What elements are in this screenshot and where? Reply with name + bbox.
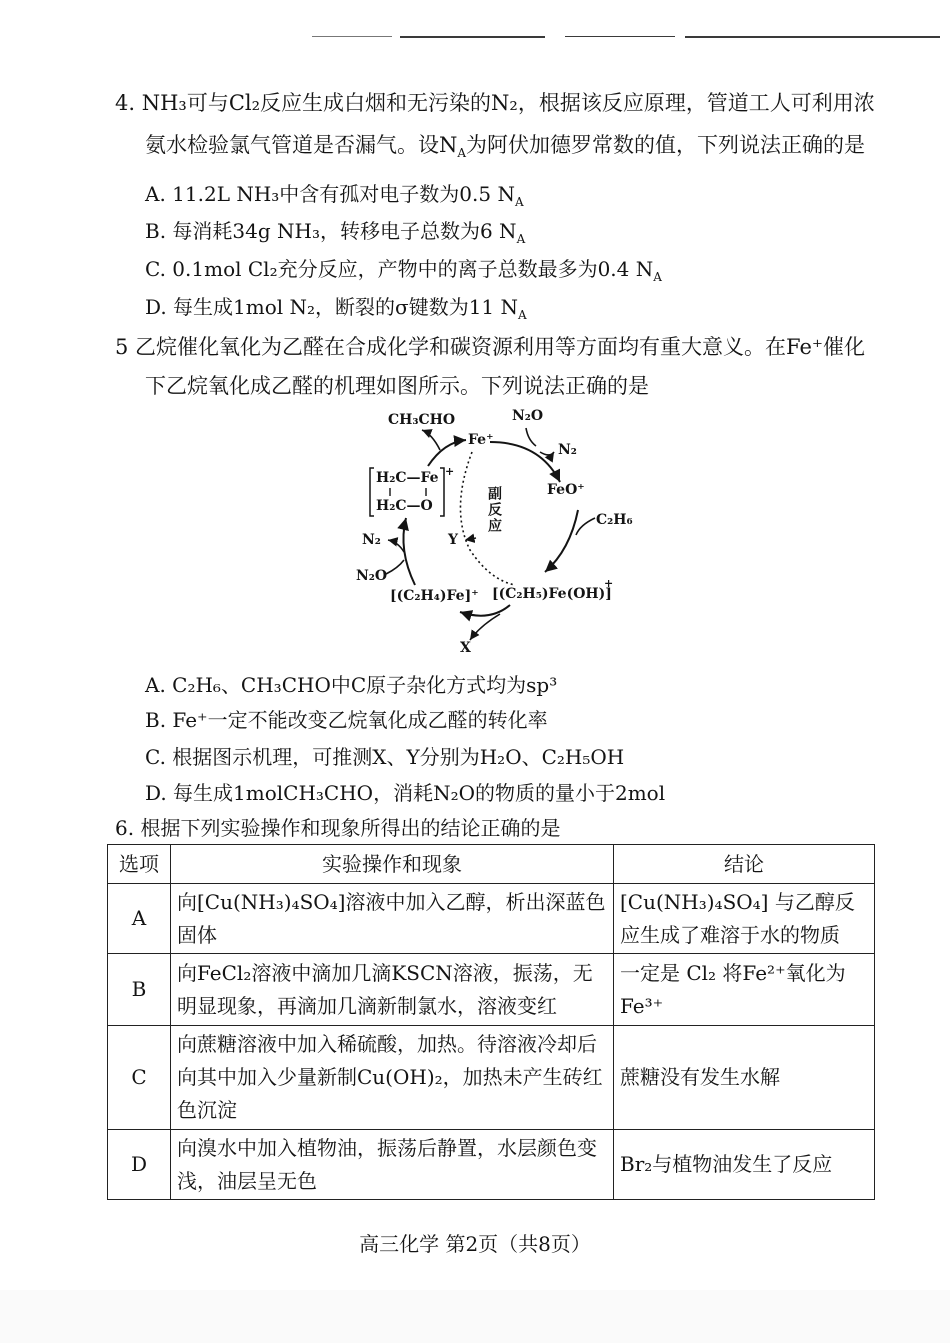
label-ring-line1: H₂C—Fe [376,470,439,486]
q4-stem-line2-text: 氨水检验氯气管道是否漏气。设N [145,133,458,157]
row-b-conclusion: 一定是 Cl₂ 将Fe²⁺氧化为Fe³⁺ [614,954,875,1026]
arrow-x-out [470,614,500,640]
table-row [108,1026,875,1130]
row-d-option: D [108,1130,171,1200]
page-footer: 高三化学 第2页（共8页） [359,1232,591,1256]
label-ch3cho: CH₃CHO [388,412,456,428]
top-edge-line-1 [312,36,392,37]
q4-stem-line1: 4. NH₃可与Cl₂反应生成白烟和无污染的N₂，根据该反应原理，管道工人可利用浓 [115,91,875,115]
q6-stem: 6. 根据下列实验操作和现象所得出的结论正确的是 [115,816,561,840]
label-n2o-top: N₂O [512,408,544,424]
header-option: 选项 [108,845,171,884]
row-c-option: C [108,1026,171,1130]
row-d-operation: 向溴水中加入植物油，振荡后静置，水层颜色变浅，油层呈无色 [171,1130,614,1200]
label-ring-charge: + [445,465,455,478]
q4-option-c: C. 0.1mol Cl₂充分反应，产物中的离子总数最多为0.4 $N_A$ [145,257,662,284]
header-conclusion: 结论 [614,845,875,884]
q5-stem-line2: 下乙烷氧化成乙醛的机理如图所示。下列说法正确的是 [145,374,649,398]
label-y: Y [448,532,458,548]
label-n2-right: N₂ [558,442,577,458]
q5-option-c: C. 根据图示机理，可推测X、Y分别为H₂O、C₂H₅OH [145,745,625,769]
table-row [108,954,875,1026]
row-a-operation: 向[Cu(NH₃)₄SO₄]溶液中加入乙醇，析出深蓝色固体 [171,884,614,954]
page-bottom-margin [0,1290,950,1343]
arrow-n2o-in-left [386,560,404,574]
arrow-ch3cho-out [422,430,440,450]
label-c2h4fe: [(C₂H₄)Fe]⁺ [390,588,479,604]
label-n2o-left: N₂O [356,568,388,584]
table-row [108,884,875,954]
row-c-conclusion: 蔗糖没有发生水解 [614,1026,875,1130]
label-side-reaction: 副反应 [486,486,502,534]
label-c2h5feoh: [(C₂H₅)Fe(OH)] [492,586,612,602]
table-row [108,1130,875,1200]
label-c2h5feoh-charge: + [604,577,614,590]
arrow-ring-to-fe [428,440,466,466]
row-b-operation: 向FeCl₂溶液中滴加几滴KSCN溶液，振荡，无明显现象，再滴加几滴新制氯水，溶液变红 [171,954,614,1026]
arrow-c2h6-in [576,518,595,535]
q4-option-a: A. 11.2L NH₃中含有孤对电子数为0.5 $N_A$ [145,182,524,209]
q4-option-b: B. 每消耗34g NH₃，转移电子总数为6 $N_A$ [145,219,526,246]
label-feo-plus: FeO⁺ [547,482,585,498]
arrow-c2h4fe-to-ring [403,518,415,585]
q5-option-a: A. C₂H₆、CH₃CHO中C原子杂化方式均为sp³ [145,673,558,697]
label-fe-plus: Fe⁺ [468,432,494,448]
top-edge-line-4 [685,36,940,38]
q5-option-d: D. 每生成1molCH₃CHO，消耗N₂O的物质的量小于2mol [145,781,666,805]
header-operation: 实验操作和现象 [171,845,614,884]
ring-bracket-right [440,468,444,516]
q5-option-b: B. Fe⁺一定不能改变乙烷氧化成乙醛的转化率 [145,708,548,732]
arrow-n2o-in-top [526,428,536,446]
label-ring-line2: H₂C—O [376,498,433,514]
top-edge-line-3 [565,36,675,37]
ring-bracket-left [370,468,374,516]
q5-stem-line1: 5 乙烷催化氧化为乙醛在合成化学和碳资源利用等方面均有重大意义。在Fe⁺催化 [115,335,865,359]
arrow-n2-out-top [540,452,554,455]
row-d-conclusion: Br₂与植物油发生了反应 [614,1130,875,1200]
q4-stem-line2-tail: 为阿伏加德罗常数的值，下列说法正确的是 [466,133,866,157]
arrow-c2h5feoh-to-c2h4fe [460,605,510,616]
arrow-feo-to-c2h5feoh [545,510,578,572]
label-c2h6: C₂H₆ [596,512,633,528]
row-a-conclusion: [Cu(NH₃)₄SO₄] 与乙醇反应生成了难溶于水的物质 [614,884,875,954]
row-a-option: A [108,884,171,954]
row-c-operation: 向蔗糖溶液中加入稀硫酸，加热。待溶液冷却后向其中加入少量新制Cu(OH)₂，加热未产生砖红色沉淀 [171,1026,614,1130]
label-x: X [460,640,471,656]
arrow-y-out [465,538,476,540]
q4-stem-line2-sub: A [457,146,467,161]
q4-option-d: D. 每生成1mol N₂，断裂的σ键数为11 $N_A$ [145,295,527,322]
row-b-option: B [108,954,171,1026]
top-edge-line-2 [400,36,545,38]
q6-experiment-table [107,844,875,1200]
label-n2-left: N₂ [362,532,381,548]
mechanism-diagram [340,400,640,660]
arrow-fe-to-feo [490,442,560,482]
arrow-n2-out-left [388,540,404,552]
q4-stem-line2 [145,131,865,159]
table-header-row [108,845,875,884]
